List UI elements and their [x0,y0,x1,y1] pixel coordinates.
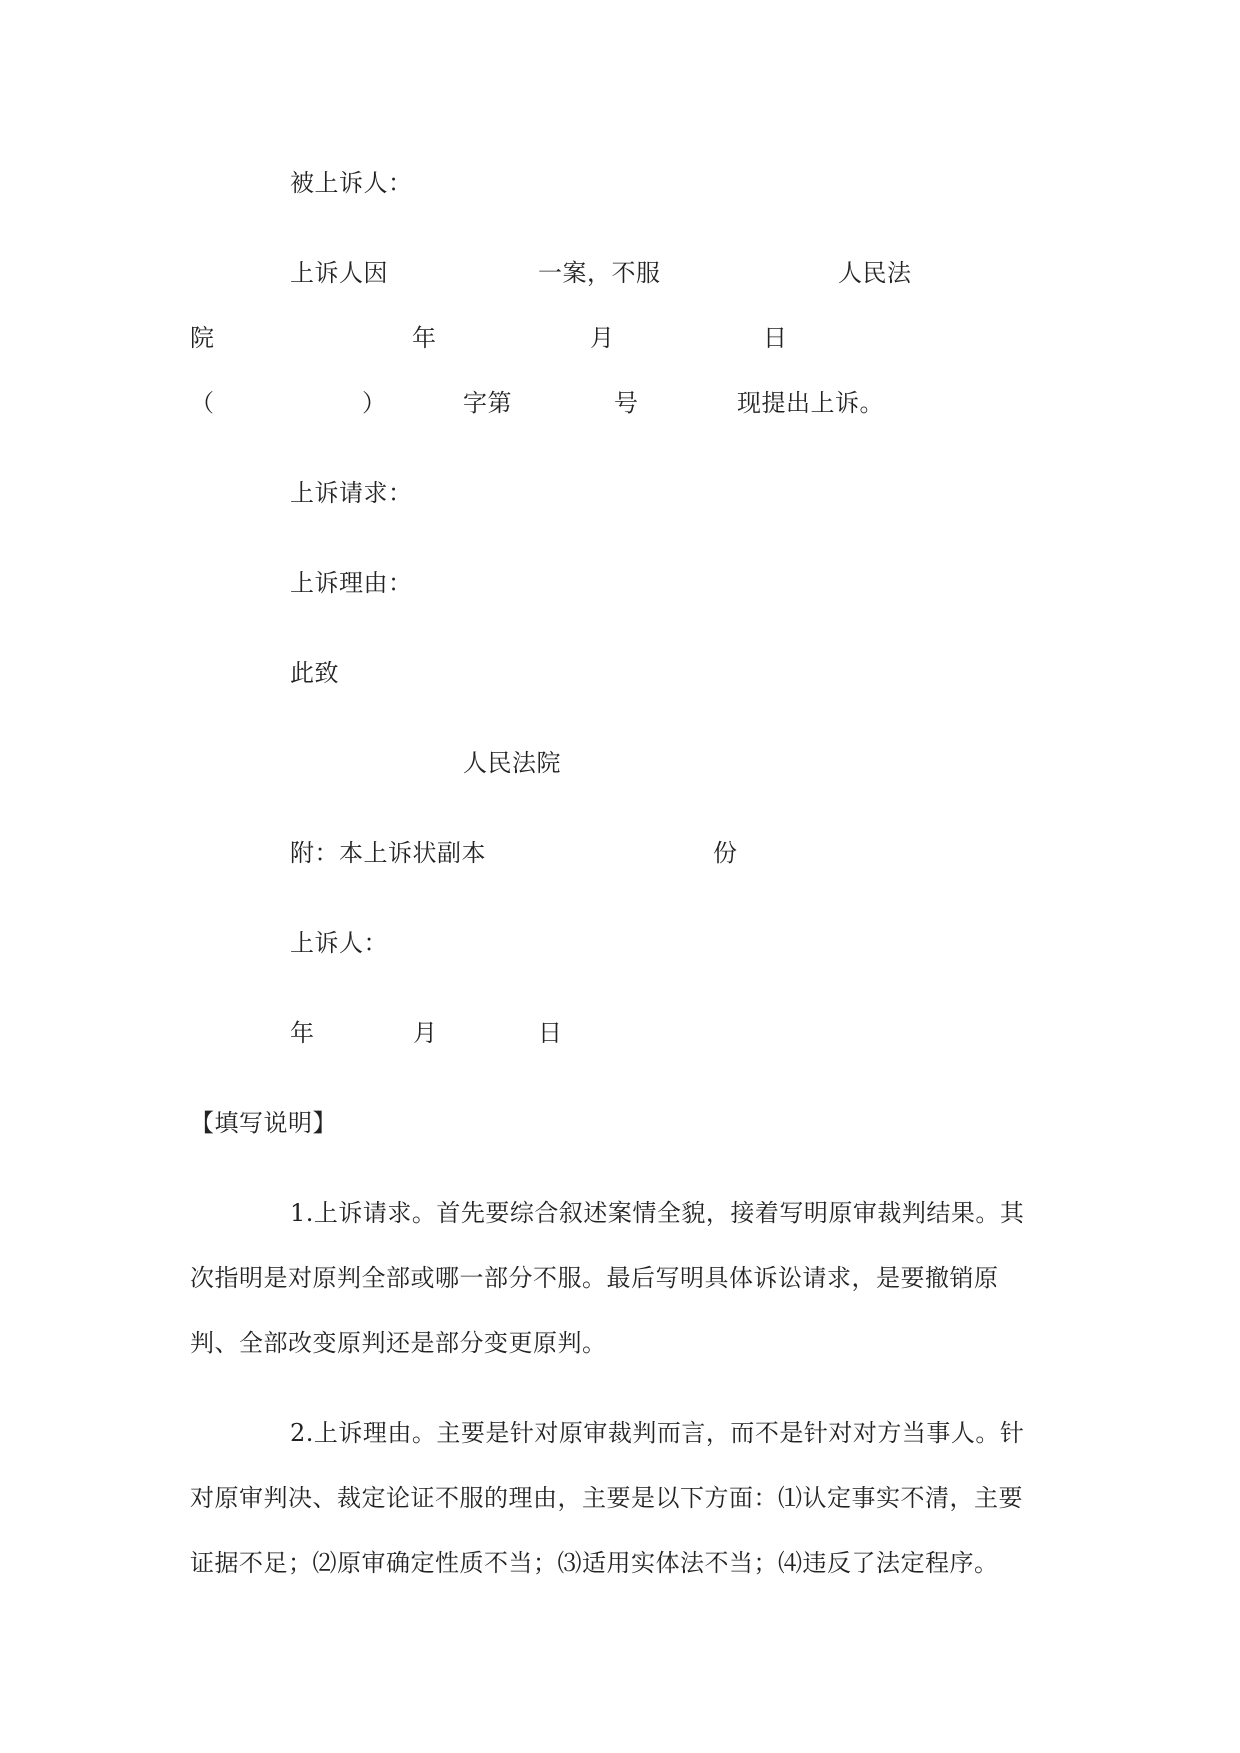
judgment-month: 月 [590,324,615,352]
paren-close: ） [362,389,387,417]
sign-month: 月 [413,1019,438,1047]
judgment-year: 年 [412,324,437,352]
sign-year: 年 [290,1019,315,1047]
appellee-label: 被上诉人： [290,169,413,197]
item1-line1: 1.上诉请求。首先要综合叙述案情全貌，接着写明原审裁判结果。其 [290,1199,1025,1227]
item1-line3: 判、全部改变原判还是部分变更原判。 [190,1329,607,1357]
appeal-statement: 现提出上诉。 [737,389,884,417]
appellant-label: 上诉人： [290,929,388,957]
attachment-prefix: 附：本上诉状副本 [290,839,486,867]
case-intro: 上诉人因 [290,259,388,287]
zi-di: 字第 [463,389,512,417]
salutation: 此致 [290,659,339,687]
addressee-court: 人民法院 [463,749,561,777]
attachment-unit: 份 [713,839,738,867]
item2-line3: 证据不足；⑵原审确定性质不当；⑶适用实体法不当；⑷违反了法定程序。 [190,1549,999,1577]
sign-day: 日 [538,1019,563,1047]
reason-label: 上诉理由： [290,569,413,597]
item1-line2: 次指明是对原判全部或哪一部分不服。最后写明具体诉讼请求，是要撤销原 [190,1264,999,1292]
paren-open: （ [190,389,215,417]
request-label: 上诉请求： [290,479,413,507]
item2-line1: 2.上诉理由。主要是针对原审裁判而言，而不是针对对方当事人。针 [290,1419,1025,1447]
court-partial: 人民法 [838,259,912,287]
instructions-heading: 【填写说明】 [190,1109,337,1137]
judgment-day: 日 [763,324,788,352]
item2-line2: 对原审判决、裁定论证不服的理由，主要是以下方面：⑴认定事实不清，主要 [190,1484,1023,1512]
court-end: 院 [190,324,215,352]
case-suffix: 一案，不服 [538,259,661,287]
hao: 号 [614,389,639,417]
